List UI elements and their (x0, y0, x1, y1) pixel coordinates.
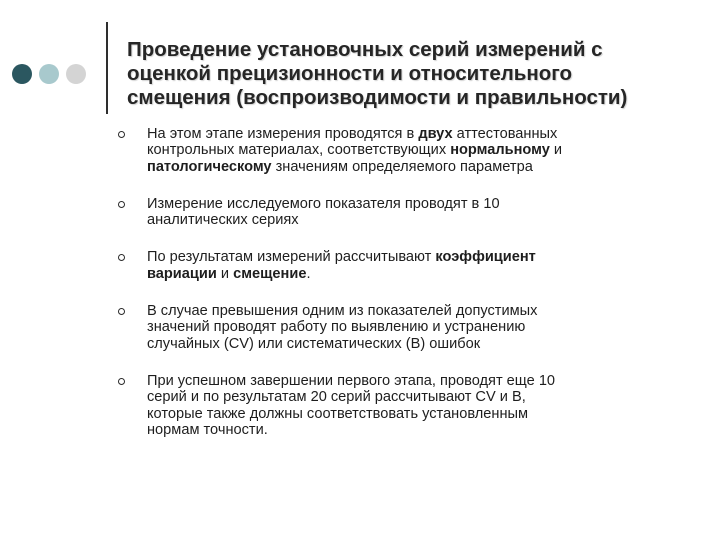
text: В случае превышения одним из показателей допустимых (147, 303, 538, 320)
text: значениям определяемого параметра (271, 158, 533, 175)
bold-text: коэффициент (435, 249, 536, 266)
slide-title-line: Проведение установочных серий измерений с (127, 38, 603, 61)
dark-teal-dot-icon (12, 64, 32, 84)
bullet-text-line (147, 266, 658, 282)
bullet-text-line (147, 249, 658, 265)
bullet-text-line (147, 319, 658, 335)
bullet-item (118, 303, 658, 352)
bold-text: двух (418, 126, 453, 142)
slide-title (127, 38, 687, 110)
text: которые также должны соответствовать установленным (147, 405, 529, 422)
bullet-item (118, 196, 658, 229)
bullet-item (118, 126, 658, 175)
title-divider-line (106, 22, 108, 114)
bullet-text-line (147, 303, 658, 319)
bullet-text-line (147, 142, 658, 158)
bullet-circle-icon (118, 308, 125, 315)
bullet-circle-icon (118, 378, 125, 385)
text: По результатам измерений рассчитывают (147, 249, 436, 266)
bullet-circle-icon (118, 201, 125, 208)
bold-text: вариации (147, 265, 217, 282)
text: аттестованных (452, 126, 558, 142)
bullet-text-line (147, 389, 658, 405)
text: и (216, 265, 234, 282)
bold-text: смещение (233, 265, 307, 282)
bullet-text-line (147, 336, 658, 352)
bullet-circle-icon (118, 254, 125, 261)
bullet-text-line (147, 126, 658, 142)
text: аналитических сериях (147, 212, 299, 229)
text: и (549, 142, 563, 159)
slide-title-line: оценкой прецизионности и относительного (127, 62, 573, 85)
text: нормам точности. (147, 421, 268, 438)
text: При успешном завершении первого этапа, проводят еще 10 (147, 372, 556, 389)
text: серий и по результатам 20 серий рассчитывают CV и B, (147, 389, 526, 406)
text: Измерение исследуемого показателя проводят в 10 (147, 195, 500, 212)
slide-title-line: смещения (воспроизводимости и правильности) (127, 86, 628, 109)
decorative-dots (12, 64, 86, 84)
bold-text: нормальному (450, 142, 550, 159)
bullet-text-line (147, 196, 658, 212)
gray-dot-icon (66, 64, 86, 84)
text: случайных (CV) или систематических (B) ошибок (147, 335, 481, 352)
text: На этом этапе измерения проводятся в (147, 126, 419, 142)
bullet-list (118, 126, 658, 438)
text: контрольных материалах, соответствующих (147, 142, 451, 159)
bullet-item (118, 373, 658, 438)
bullet-text-line (147, 159, 658, 175)
text: . (306, 265, 311, 282)
light-teal-dot-icon (39, 64, 59, 84)
bullet-text-line (147, 422, 658, 438)
bullet-text-line (147, 406, 658, 422)
bullet-item (118, 249, 658, 282)
text: значений проводят работу по выявлению и устранению (147, 319, 526, 336)
bullet-circle-icon (118, 131, 125, 138)
bullet-text-line (147, 212, 658, 228)
bullet-text-line (147, 373, 658, 389)
bold-text: патологическому (147, 158, 272, 175)
